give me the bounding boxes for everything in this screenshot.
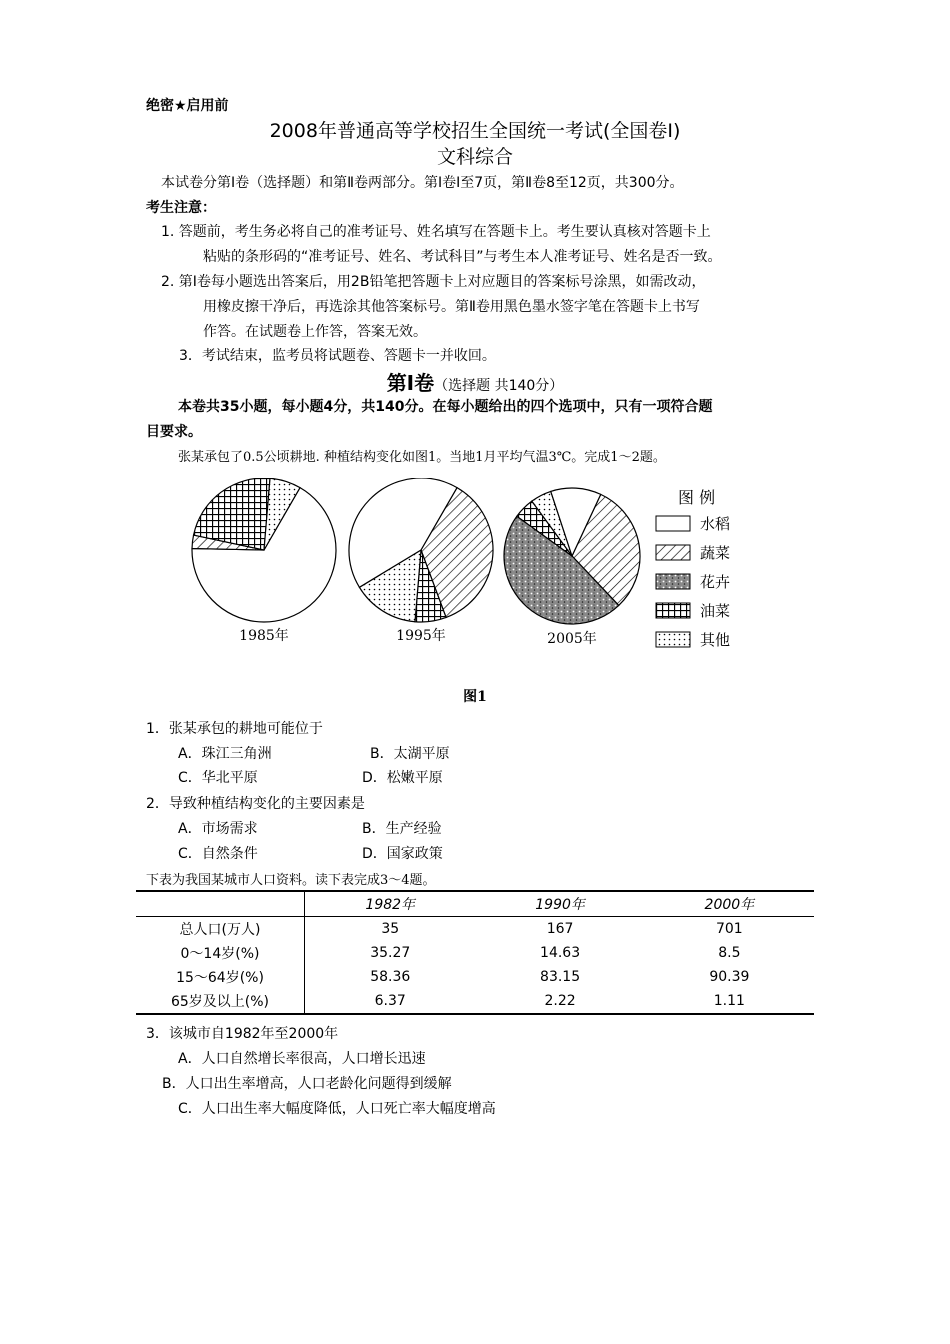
question-1-option-a: A．珠江三角洲	[178, 746, 272, 762]
legend-swatch-rice	[656, 516, 690, 531]
table-header-blank	[136, 891, 305, 917]
pie-year-label: 1995年	[396, 628, 446, 644]
question-1-option-c: C．华北平原	[178, 770, 258, 786]
table-header-year: 1982年	[365, 897, 416, 913]
notice-item-2-line-1: 2. 第Ⅰ卷每小题选出答案后，用2B铅笔把答题卡上对应题目的答案标号涂黑，如需改动，	[161, 274, 706, 290]
pie-year-label: 1985年	[239, 628, 289, 644]
table-cell: 6.37	[374, 993, 406, 1009]
question-1-option-b: B．太湖平原	[370, 746, 450, 762]
exam-title: 2008年普通高等学校招生全国统一考试(全国卷Ⅰ)	[269, 120, 681, 142]
notice-item-1-line-1: 1. 答题前，考生务必将自己的准考证号、姓名填写在答题卡上。考生要认真核对答题卡上	[161, 224, 711, 240]
pie-chart-figure	[188, 478, 758, 658]
section-instruction-line-1: 本卷共35小题，每小题4分，共140分。在每小题给出的四个选项中，只有一项符合题	[178, 399, 713, 415]
section-instruction-line-2: 目要求。	[146, 424, 202, 440]
table-cell: 167	[546, 921, 574, 937]
legend-swatch-rapeseed	[656, 603, 690, 618]
section-title-main: 第Ⅰ卷	[386, 371, 435, 395]
table-cell: 83.15	[540, 969, 581, 985]
figure-caption: 图1	[463, 689, 487, 705]
table-cell: 90.39	[709, 969, 750, 985]
section-title-sub: （选择题 共140分）	[434, 378, 564, 394]
question-3-option-b: B．人口出生率增高，人口老龄化问题得到缓解	[162, 1076, 452, 1092]
legend-swatch-other	[656, 632, 690, 647]
question-2-option-c: C．自然条件	[178, 846, 258, 862]
question-1-stem: 1．张某承包的耕地可能位于	[146, 721, 323, 737]
question-3-option-a: A．人口自然增长率很高，人口增长迅速	[178, 1051, 426, 1067]
legend-swatch-flower	[656, 574, 690, 589]
legend-swatch-vegetable	[656, 545, 690, 560]
table-cell: 2.22	[544, 993, 576, 1009]
table-cell: 35	[381, 921, 400, 937]
table-row-label: 0～14岁(%)	[136, 941, 305, 965]
table-cell: 1.11	[713, 993, 745, 1009]
table-cell: 58.36	[370, 969, 411, 985]
question-2-option-d: D．国家政策	[362, 846, 443, 862]
table-row	[136, 917, 814, 942]
legend-label-flower: 花卉	[700, 573, 731, 591]
question-3-option-c: C．人口出生率大幅度降低，人口死亡率大幅度增高	[178, 1101, 496, 1117]
question-2-option-b: B．生产经验	[362, 821, 442, 837]
secret-label: 绝密★启用前	[146, 98, 229, 114]
table-cell: 14.63	[540, 945, 581, 961]
table-row-label: 65岁及以上(%)	[136, 989, 305, 1014]
exam-subtitle: 文科综合	[436, 146, 513, 168]
table-cell: 35.27	[370, 945, 411, 961]
population-table	[136, 890, 814, 1015]
legend-title: 图 例	[678, 488, 716, 507]
table-intro: 下表为我国某城市人口资料。读下表完成3～4题。	[146, 873, 436, 888]
question-2-option-a: A．市场需求	[178, 821, 258, 837]
table-row	[136, 941, 814, 965]
table-header-year: 1990年	[535, 897, 585, 913]
table-row-label: 15～64岁(%)	[136, 965, 305, 989]
table-header-year: 2000年	[704, 897, 755, 913]
notice-item-1-line-2: 粘贴的条形码的“准考证号、姓名、考试科目”与考生本人准考证号、姓名是否一致。	[203, 249, 722, 265]
notice-item-2-line-3: 作答。在试题卷上作答，答案无效。	[203, 324, 427, 340]
table-row	[136, 965, 814, 989]
intro-text: 本试卷分第Ⅰ卷（选择题）和第Ⅱ卷两部分。第Ⅰ卷Ⅰ至7页，第Ⅱ卷8至12页，共300分。	[161, 175, 684, 191]
notice-heading: 考生注意：	[146, 200, 216, 216]
table-row-label: 总人口(万人)	[136, 917, 305, 942]
section-title	[0, 367, 950, 396]
legend-label-rapeseed: 油菜	[700, 602, 731, 620]
pie-year-label: 2005年	[547, 631, 597, 647]
question-context: 张某承包了0.5公顷耕地. 种植结构变化如图1。当地1月平均气温3℃。完成1～2题。	[178, 450, 666, 465]
question-2-stem: 2．导致种植结构变化的主要因素是	[146, 796, 365, 812]
table-row	[136, 989, 814, 1014]
table-header-row	[136, 891, 814, 917]
table-cell: 701	[715, 921, 743, 937]
legend-label-rice: 水稻	[700, 515, 731, 533]
table-cell: 8.5	[718, 945, 741, 961]
question-1-option-d: D．松嫩平原	[362, 770, 443, 786]
legend-label-other: 其他	[700, 631, 731, 649]
notice-item-3: 3．考试结束，监考员将试题卷、答题卡一并收回。	[179, 348, 496, 364]
question-3-stem: 3．该城市自1982年至2000年	[146, 1026, 339, 1042]
notice-item-2-line-2: 用橡皮擦干净后，再选涂其他答案标号。第Ⅱ卷用黑色墨水签字笔在答题卡上书写	[203, 299, 700, 315]
legend-label-vegetable: 蔬菜	[700, 544, 731, 562]
